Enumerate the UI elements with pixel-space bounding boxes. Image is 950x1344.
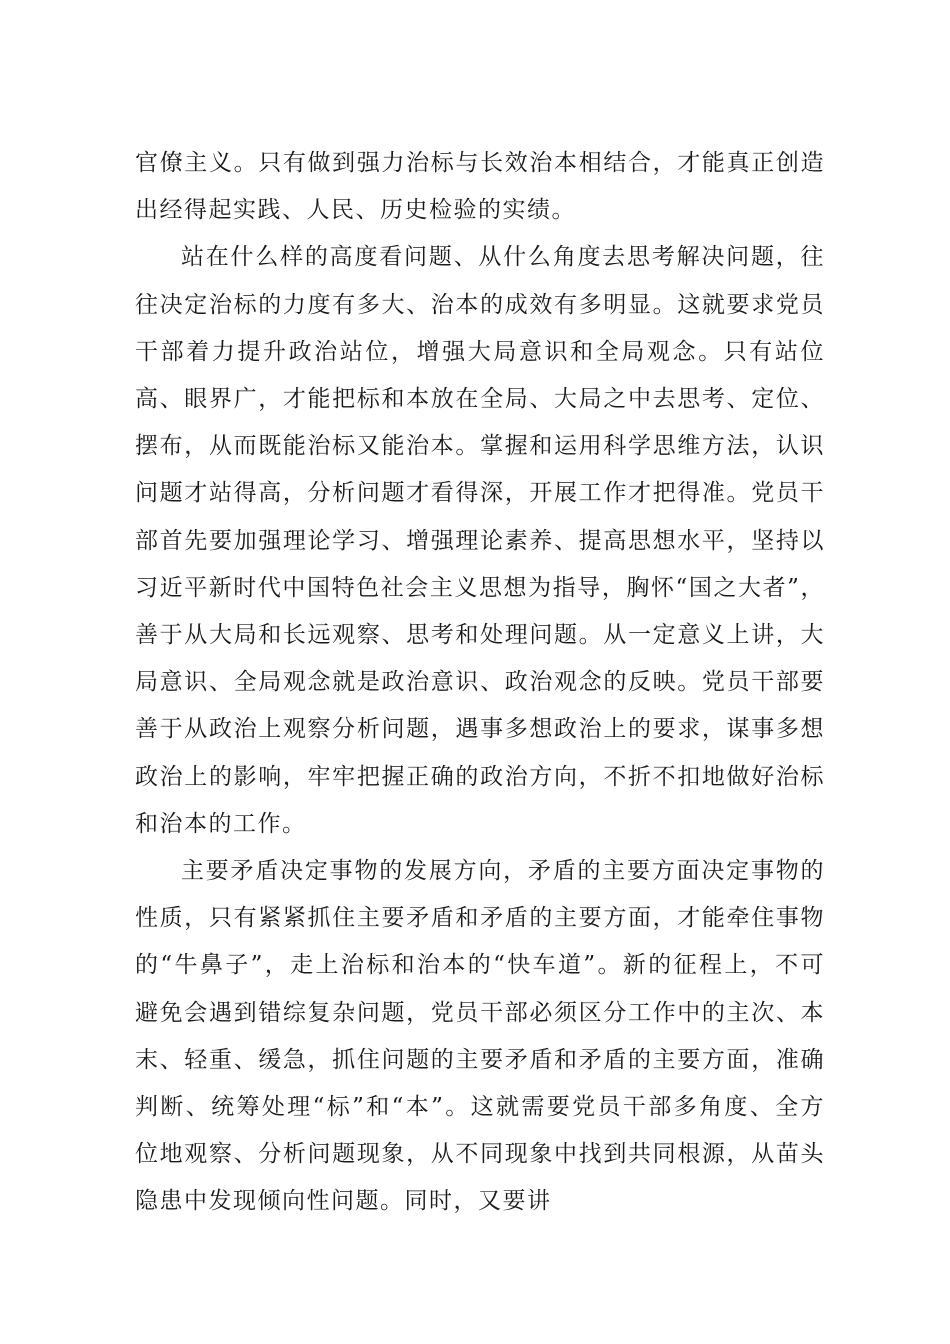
paragraph-1: 官僚主义。只有做到强力治标与长效治本相结合，才能真正创造出经得起实践、人民、历史检验的实绩。: [135, 150, 825, 224]
paragraph-3: 主要矛盾决定事物的发展方向，矛盾的主要方面决定事物的性质，只有紧紧抓住主要矛盾和矛盾的主要方面，才能牵住事物的“牛鼻子”，走上治标和治本的“快车道”。新的征程上，不可避免会遇到错综复杂问题，党员干部必须区分工作中的主次、本末、轻重、缓急，抓住问题的主要矛盾和矛盾的主要方面，准确判断、统筹处理“标”和“本”。这就需要党员干部多角度、全方位地观察、分析问题现象，从不同现象中找到共同根源，从苗头隐患中发现倾向性问题。同时，又要讲: [135, 858, 825, 1215]
paragraph-2: 站在什么样的高度看问题、从什么角度去思考解决问题，往往决定治标的力度有多大、治本的成效有多明显。这就要求党员干部着力提升政治站位，增强大局意识和全局观念。只有站位高、眼界广，才能把标和本放在全局、大局之中去思考、定位、摆布，从而既能治标又能治本。掌握和运用科学思维方法，认识问题才站得高，分析问题才看得深，开展工作才把得准。党员干部首先要加强理论学习、增强理论素养、提高思想水平，坚持以习近平新时代中国特色社会主义思想为指导，胸怀“国之大者”，善于从大局和长远观察、思考和处理问题。从一定意义上讲，大局意识、全局观念就是政治意识、政治观念的反映。党员干部要善于从政治上观察分析问题，遇事多想政治上的要求，谋事多想政治上的影响，牢牢把握正确的政治方向，不折不扣地做好治标和治本的工作。: [135, 244, 825, 837]
body-text: [135, 140, 825, 1226]
